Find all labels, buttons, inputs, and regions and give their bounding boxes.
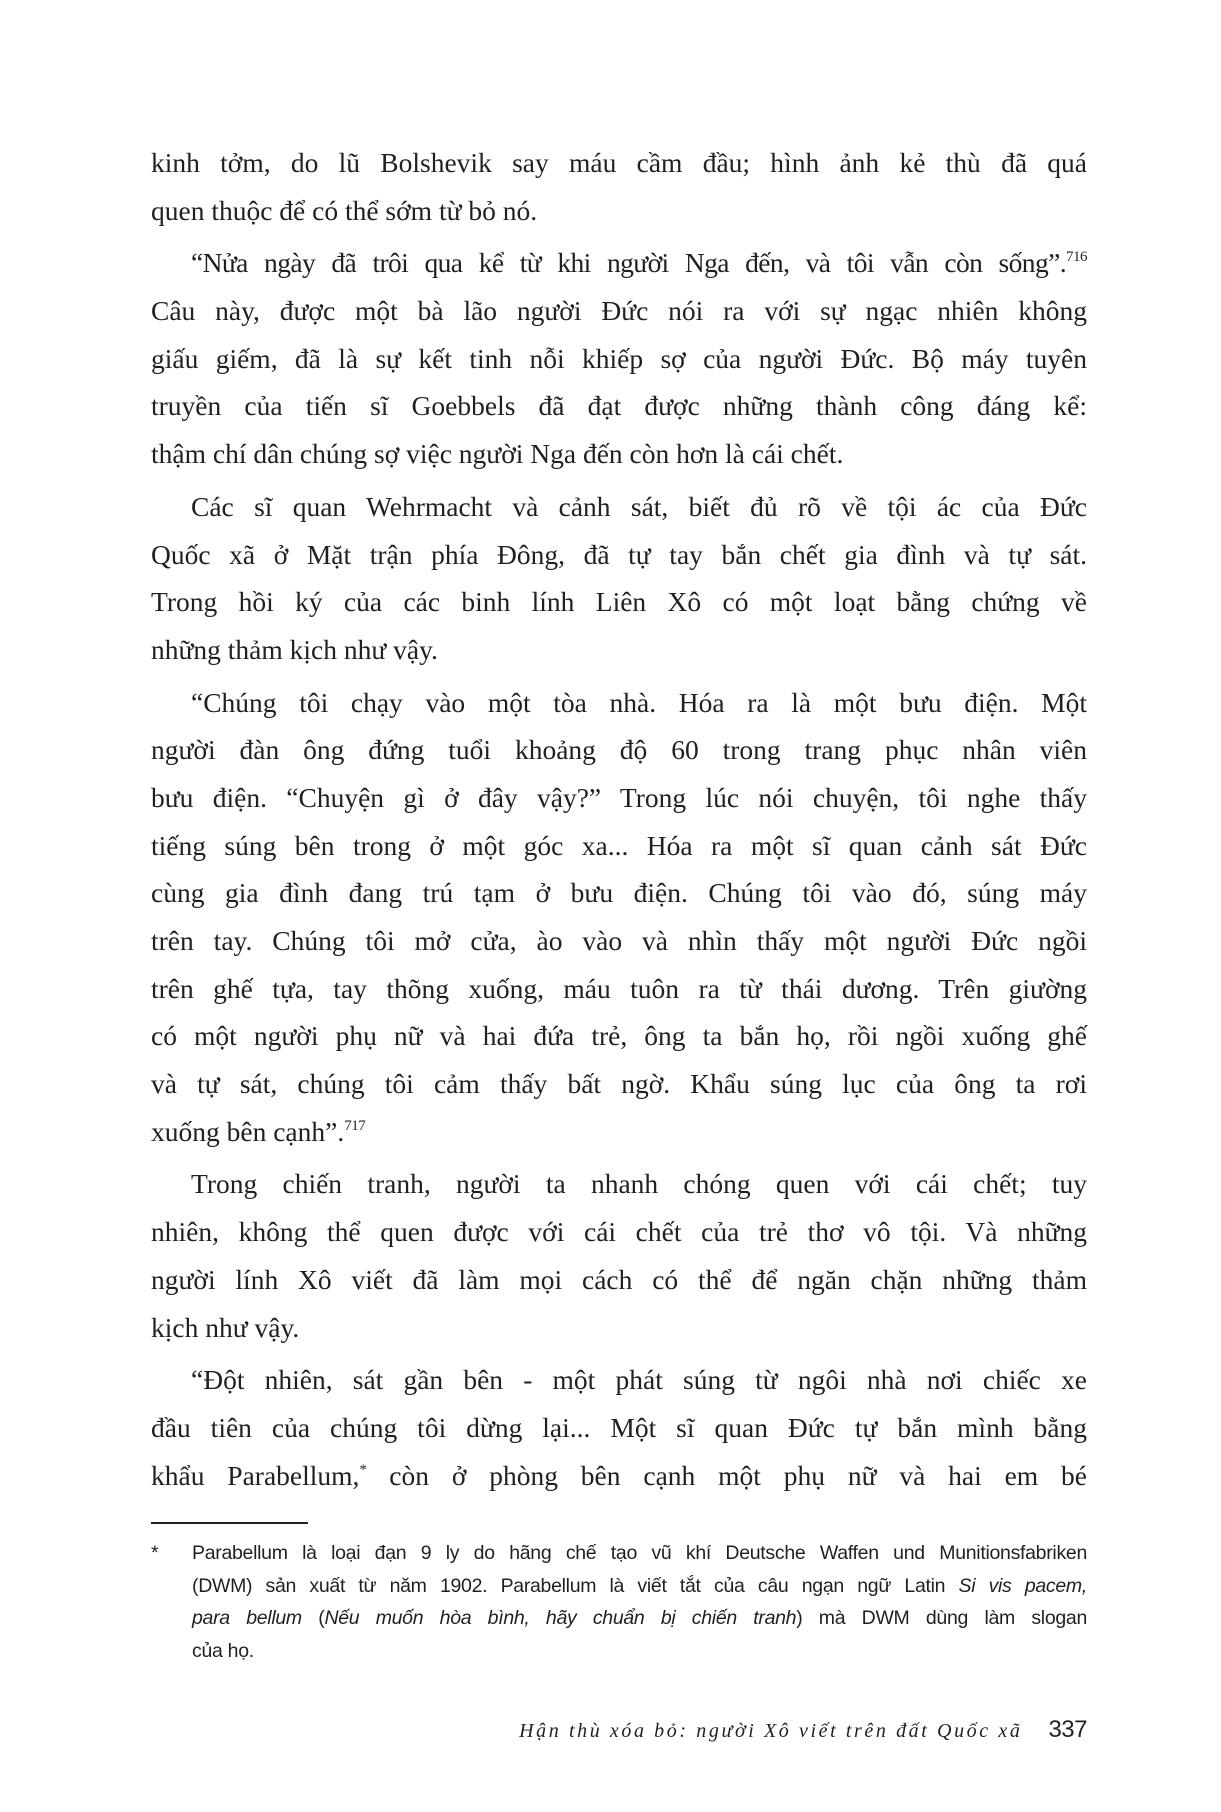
text-segment: (DWM) sản xuất từ năm 1902. Parabellum là viết tắt của câu ngạn ngữ Latin (192, 1574, 959, 1597)
footnote-line: của họ. (192, 1639, 254, 1662)
page-footer (519, 1716, 1087, 1744)
text-line: người đàn ông đứng tuổi khoảng độ 60 trong trang phục nhân viên (151, 734, 1087, 766)
text-line: người lính Xô viết đã làm mọi cách có thể để ngăn chặn những thảm (151, 1263, 1087, 1295)
footnote-text (192, 1537, 1087, 1667)
text-line: “Chúng tôi chạy vào một tòa nhà. Hóa ra là một bưu điện. Một (191, 686, 1087, 718)
text-line: Quốc xã ở Mặt trận phía Đông, đã tự tay bắn chết gia đình và tự sát. (151, 538, 1087, 570)
paragraph-1 (151, 139, 1087, 234)
paragraph-6 (151, 1356, 1087, 1499)
text-line: Câu này, được một bà lão người Đức nói ra với sự ngạc nhiên không (151, 295, 1087, 327)
footnote (151, 1537, 1087, 1667)
footnote-mark: * (151, 1542, 159, 1564)
text-line: bưu điện. “Chuyện gì ở đây vậy?” Trong lúc nói chuyện, tôi nghe thấy (151, 781, 1087, 813)
text-line: kịch như vậy. (151, 1311, 300, 1343)
text-segment: khẩu Parabellum, (151, 1459, 360, 1491)
text-line: đầu tiên của chúng tôi dừng lại... Một sĩ quan Đức tự bắn mình bằng (151, 1411, 1087, 1443)
quote-text: “Nửa ngày đã trôi qua kể từ khi người Nga đến, và tôi vẫn còn sống”. (191, 247, 1066, 279)
footnote-line: Parabellum là loại đạn 9 ly do hãng chế tạo vũ khí Deutsche Waffen und Munitionsfabriken (192, 1542, 1087, 1564)
text-line: kinh tởm, do lũ Bolshevik say máu cầm đầu; hình ảnh kẻ thù đã quá (151, 147, 1087, 178)
text-line: “Đột nhiên, sát gần bên - một phát súng từ ngôi nhà nơi chiếc xe (191, 1364, 1087, 1396)
text-line: và tự sát, chúng tôi cảm thấy bất ngờ. Khẩu súng lục của ông ta rơi (151, 1068, 1087, 1100)
footnote-line (192, 1570, 1087, 1603)
text-line (151, 239, 1087, 287)
text-line: trên tay. Chúng tôi mở cửa, ào vào và nhìn thấy một người Đức ngồi (151, 925, 1087, 956)
endnote-ref-716: 716 (1066, 249, 1087, 266)
text-line: Các sĩ quan Wehrmacht và cảnh sát, biết đủ rõ về tội ác của Đức (191, 490, 1087, 522)
text-line: trên ghế tựa, tay thõng xuống, máu tuôn ra từ thái dương. Trên giường (151, 972, 1087, 1004)
text-line: Trong chiến tranh, người ta nhanh chóng quen với cái chết; tuy (191, 1168, 1087, 1200)
text-line: thậm chí dân chúng sợ việc người Nga đến còn hơn là cái chết. (151, 438, 844, 470)
text-segment: còn ở phòng bên cạnh một phụ nữ và hai em bé (366, 1459, 1087, 1491)
text-segment: ( (301, 1607, 325, 1629)
paragraph-5 (151, 1160, 1087, 1351)
footnote-ref-asterisk: * (359, 1461, 367, 1478)
text-line: Trong hồi ký của các binh lính Liên Xô có một loạt bằng chứng về (151, 586, 1087, 618)
paragraph-4 (151, 679, 1087, 1156)
text-line: cùng gia đình đang trú tạm ở bưu điện. Chúng tôi vào đó, súng máy (151, 877, 1087, 909)
text-line: giấu giếm, đã là sự kết tinh nỗi khiếp sợ của người Đức. Bộ máy tuyên (151, 342, 1087, 374)
body-text (151, 139, 1087, 1499)
footnote-divider (151, 1522, 308, 1524)
footnote-line (192, 1602, 1087, 1635)
text-line: tiếng súng bên trong ở một góc xa... Hóa ra một sĩ quan cảnh sát Đức (151, 829, 1087, 861)
paragraph-2 (151, 239, 1087, 477)
latin-phrase: Si vis pacem, (958, 1574, 1087, 1597)
text-line: truyền của tiến sĩ Goebbels đã đạt được những thành công đáng kể: (151, 390, 1087, 422)
text-line (151, 1452, 1087, 1500)
page-number: 337 (1048, 1716, 1087, 1743)
text-line: những thảm kịch như vậy. (151, 633, 438, 665)
translation: Nếu muốn hòa bình, hãy chuẩn bị chiến tranh (324, 1607, 797, 1629)
text-line: quen thuộc để có thể sớm từ bỏ nó. (151, 194, 538, 226)
quote-end: xuống bên cạnh”. (151, 1115, 345, 1147)
endnote-ref-717: 717 (344, 1117, 366, 1134)
text-segment: ) mà DWM dùng làm slogan (796, 1607, 1088, 1629)
text-line: nhiên, không thể quen được với cái chết của trẻ thơ vô tội. Và những (151, 1216, 1087, 1248)
text-line: có một người phụ nữ và hai đứa trẻ, ông ta bắn họ, rồi ngồi xuống ghế (151, 1020, 1087, 1052)
running-title: Hận thù xóa bỏ: người Xô viết trên đất Quốc xã (519, 1720, 1023, 1742)
paragraph-3 (151, 483, 1087, 674)
latin-phrase: para bellum (192, 1607, 302, 1629)
text-line (151, 1108, 1087, 1156)
